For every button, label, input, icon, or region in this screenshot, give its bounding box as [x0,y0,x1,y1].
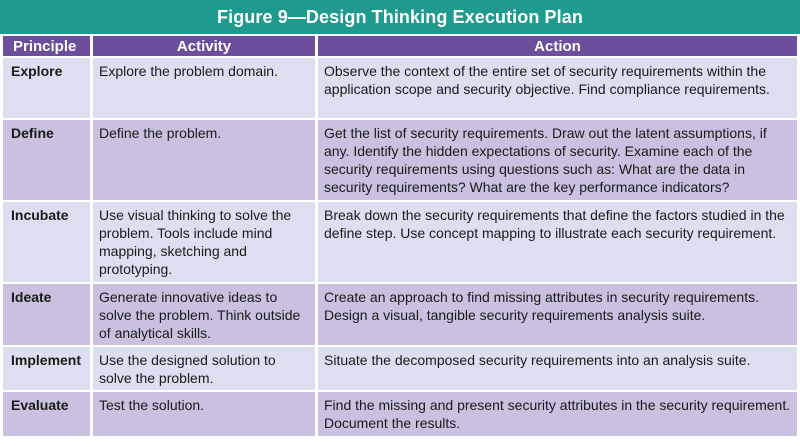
table-row-define [3,120,797,200]
activity-cell: Test the solution. [93,392,315,436]
principle-cell: Explore [3,58,90,118]
figure-title: Figure 9—Design Thinking Execution Plan [0,0,800,34]
action-cell: Situate the decomposed security requirements into an analysis suite. [318,347,797,390]
activity-cell: Generate innovative ideas to solve the problem. Think outside of analytical skills. [93,284,315,345]
principle-cell: Define [3,120,90,200]
activity-cell: Define the problem. [93,120,315,200]
principle-cell: Ideate [3,284,90,345]
action-cell: Find the missing and present security attributes in the security requirement. Document the results. [318,392,797,436]
activity-cell: Use visual thinking to solve the problem. Tools include mind mapping, sketching and prototyping. [93,202,315,282]
principle-cell: Implement [3,347,90,390]
activity-cell: Explore the problem domain. [93,58,315,118]
header-activity: Activity [93,36,315,56]
action-cell: Create an approach to find missing attributes in security requirements. Design a visual, tangible security requirements analysis suite. [318,284,797,345]
execution-plan-table [0,34,800,438]
principle-cell: Evaluate [3,392,90,436]
table-row-incubate [3,202,797,282]
header-principle: Principle [3,36,90,56]
action-cell: Get the list of security requirements. Draw out the latent assumptions, if any. Identify the hidden expectations of security. Examine each of the security requirements using questions such as: What are the data in security requirements? What are the key performance indicators? [318,120,797,200]
principle-cell: Incubate [3,202,90,282]
header-row [3,36,797,56]
action-cell: Break down the security requirements that define the factors studied in the define step. Use concept mapping to illustrate each security requirement. [318,202,797,282]
table-row-evaluate [3,392,797,436]
activity-cell: Use the designed solution to solve the problem. [93,347,315,390]
table-row-implement [3,347,797,390]
header-action: Action [318,36,797,56]
action-cell: Observe the context of the entire set of security requirements within the application scope and security objective. Find compliance requirements. [318,58,797,118]
table-row-explore [3,58,797,118]
table-row-ideate [3,284,797,345]
